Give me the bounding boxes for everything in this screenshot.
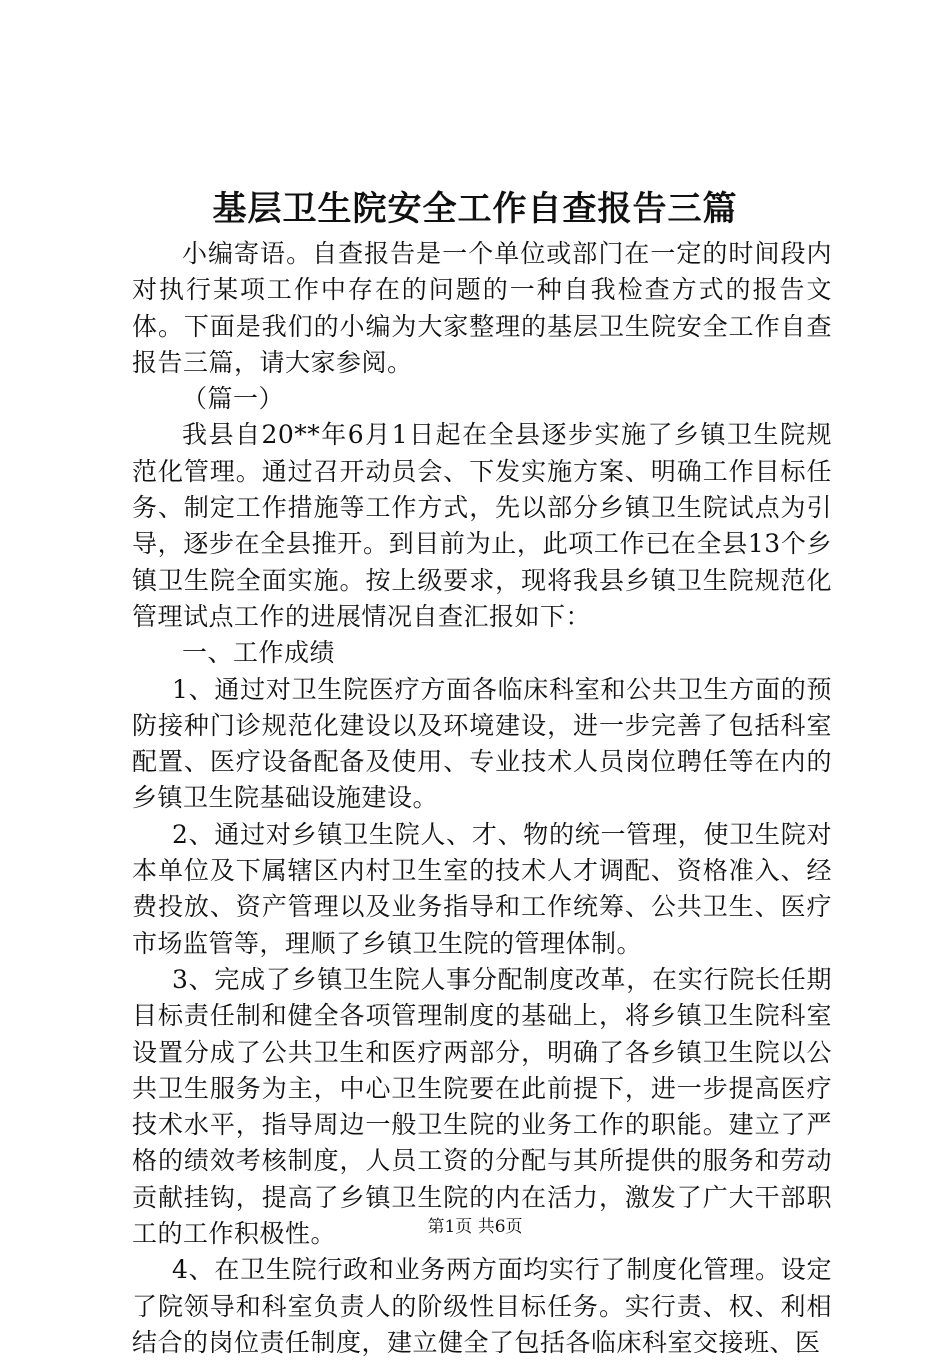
page-number-footer: 第1页 共6页 xyxy=(427,1217,523,1237)
paragraph-overview: 我县自20**年6月1日起在全县逐步实施了乡镇卫生院规范化管理。通过召开动员会、下发实施方案、明确工作目标任务、制定工作措施等工作方式，先以部分乡镇卫生院试点为引导，逐步在全县推开。到目前为止，此项工作已在全县13个乡镇卫生院全面实施。按上级要求，现将我县乡镇卫生院规范化管理试点工作的进展情况自查汇报如下： xyxy=(132,420,832,631)
paragraph-heading-achievements: 一、工作成绩 xyxy=(182,638,336,668)
document-title: 基层卫生院安全工作自查报告三篇 xyxy=(212,189,738,229)
paragraph-item-1: 1、通过对卫生院医疗方面各临床科室和公共卫生方面的预防接种门诊规范化建设以及环境建设，进一步完善了包括科室配置、医疗设备配备及使用、专业技术人员岗位聘任等在内的乡镇卫生院基础设施建设。 xyxy=(132,674,832,813)
paragraph-section-label: （篇一） xyxy=(182,384,285,414)
paragraph-intro: 小编寄语。自查报告是一个单位或部门在一定的时间段内对执行某项工作中存在的问题的一种自我检查方式的报告文体。下面是我们的小编为大家整理的基层卫生院安全工作自查报告三篇，请大家参阅。 xyxy=(132,239,832,377)
paragraph-item-2: 2、通过对乡镇卫生院人、才、物的统一管理，使卫生院对本单位及下属辖区内村卫生室的技术人才调配、资格准入、经费投放、资产管理以及业务指导和工作统筹、公共卫生、医疗市场监管等，理顺了乡镇卫生院的管理体制。 xyxy=(132,819,832,958)
document-body xyxy=(132,236,832,1361)
paragraph-item-4: 4、在卫生院行政和业务两方面均实行了制度化管理。设定了院领导和科室负责人的阶级性目标任务。实行责、权、利相结合的岗位责任制度，建立健全了包括各临床科室交接班、医 xyxy=(132,1255,832,1357)
paragraph-item-3: 3、完成了乡镇卫生院人事分配制度改革，在实行院长任期目标责任制和健全各项管理制度的基础上，将乡镇卫生院科室设置分成了公共卫生和医疗两部分，明确了各乡镇卫生院以公共卫生服务为主，中心卫生院要在此前提下，进一步提高医疗技术水平，指导周边一般卫生院的业务工作的职能。建立了严格的绩效考核制度，人员工资的分配与其所提供的服务和劳动贡献挂钩，提高了乡镇卫生院的内在活力，激发了广大干部职工的工作积极性。 xyxy=(132,964,832,1249)
